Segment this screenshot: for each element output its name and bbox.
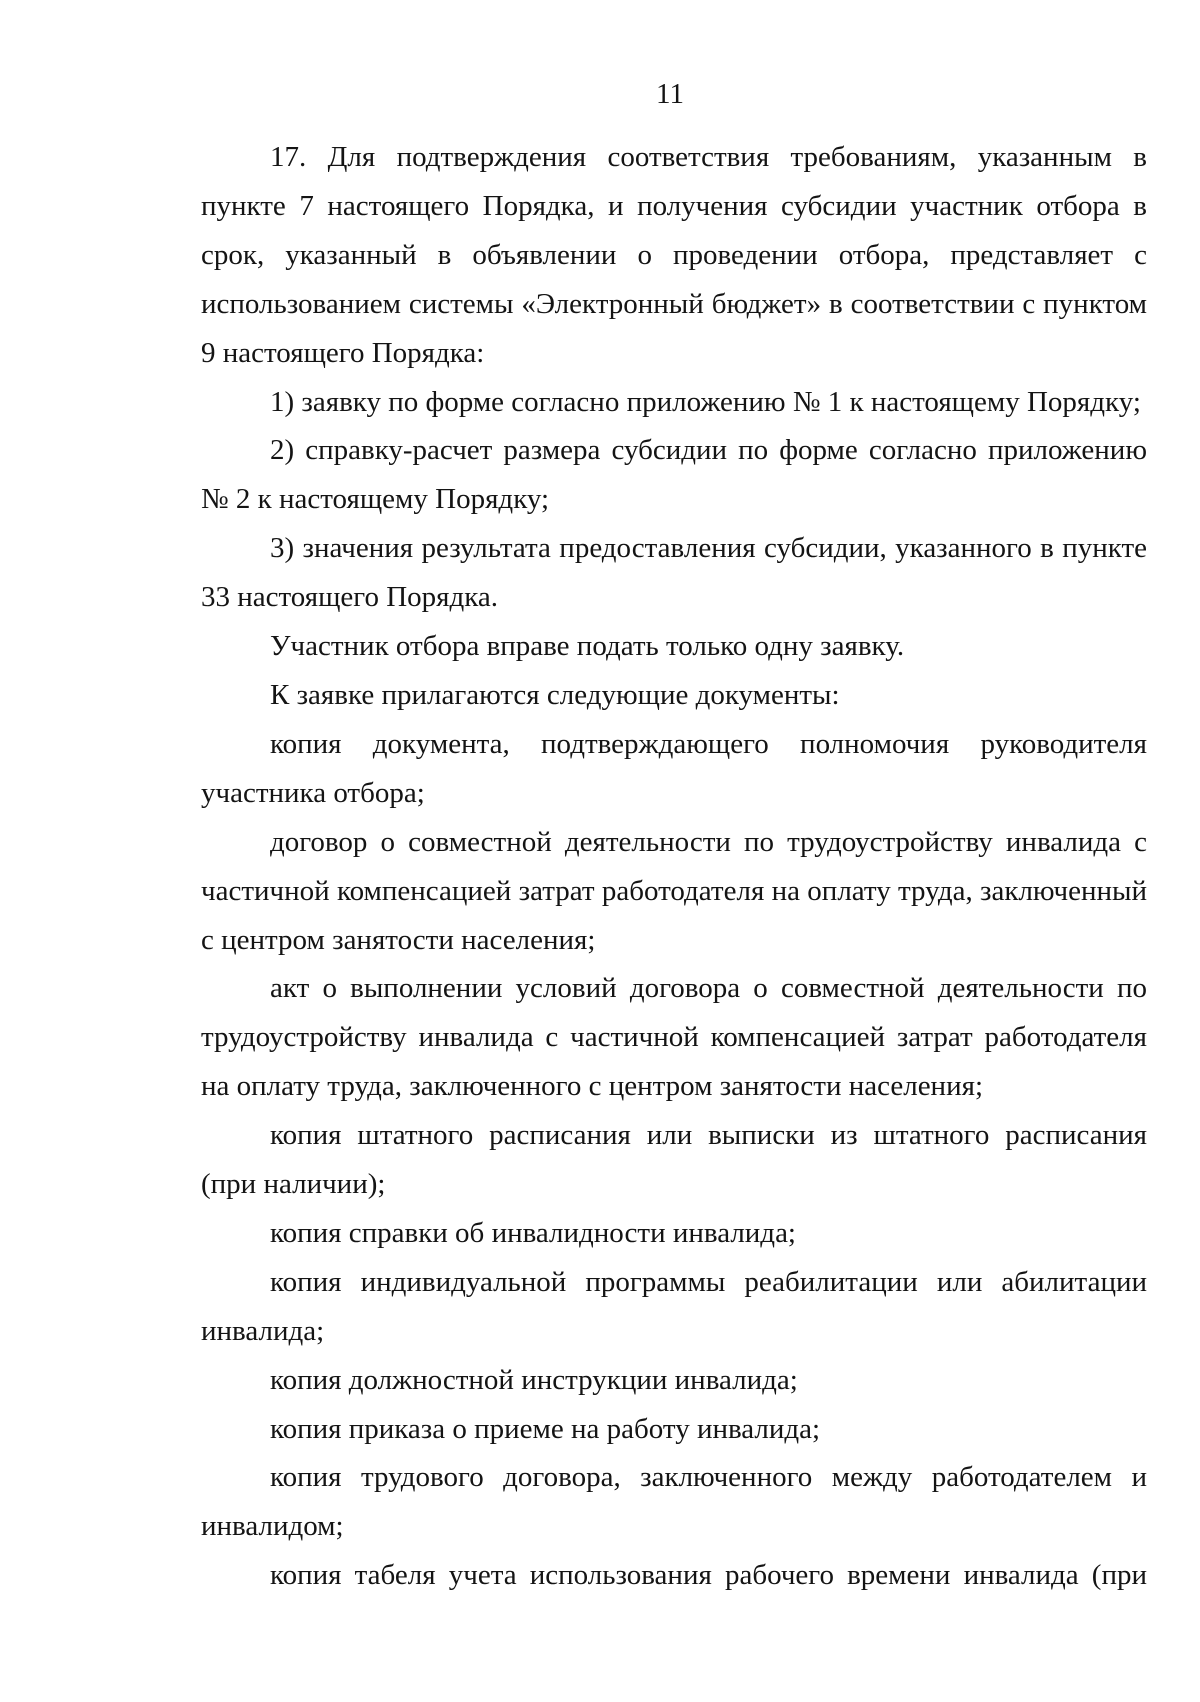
- document-item-staff-schedule: копия штатного расписания или выписки из штатного расписания (при наличии);: [201, 1119, 1147, 1201]
- document-body: [201, 133, 1147, 1600]
- paragraph-one-application: Участник отбора вправе подать только одну заявку.: [270, 630, 905, 663]
- list-item-2: 2) справку-расчет размера субсидии по форме согласно приложению № 2 к настоящему Порядку;: [201, 434, 1147, 516]
- list-item-3: 3) значения результата предоставления субсидии, указанного в пункте 33 настоящего Порядка.: [201, 532, 1147, 614]
- document-item-hiring-order: копия приказа о приеме на работу инвалида;: [270, 1412, 821, 1445]
- paragraph-attached-documents: К заявке прилагаются следующие документы:: [270, 678, 840, 711]
- document-item-job-description: копия должностной инструкции инвалида;: [270, 1363, 798, 1396]
- list-item-1: 1) заявку по форме согласно приложению № 1 к настоящему Порядку;: [270, 385, 1141, 418]
- document-item-employment-contract: копия трудового договора, заключенного между работодателем и инвалидом;: [201, 1461, 1147, 1543]
- document-item-timesheet: копия табеля учета использования рабочего времени инвалида (при: [270, 1559, 1147, 1592]
- paragraph-17: 17. Для подтверждения соответствия требованиям, указанным в пункте 7 настоящего Порядка, и получения субсидии участник отбора в срок, указанный в объявлении о проведении отбора, представляет с использованием системы «Электронный бюджет» в соответствии с пунктом 9 настоящего Порядка:: [201, 141, 1147, 369]
- page-number: 11: [656, 78, 684, 110]
- document-item-act: акт о выполнении условий договора о совместной деятельности по трудоустройству инвалида с частичной компенсацией затрат работодателя на оплату труда, заключенного с центром занятости населения;: [201, 972, 1147, 1103]
- document-item-agreement: договор о совместной деятельности по трудоустройству инвалида с частичной компенсацией затрат работодателя на оплату труда, заключенный с центром занятости населения;: [201, 825, 1147, 956]
- document-item-disability-certificate: копия справки об инвалидности инвалида;: [270, 1216, 796, 1249]
- document-item-rehabilitation-program: копия индивидуальной программы реабилитации или абилитации инвалида;: [201, 1265, 1147, 1347]
- document-item-authority: копия документа, подтверждающего полномочия руководителя участника отбора;: [201, 727, 1147, 809]
